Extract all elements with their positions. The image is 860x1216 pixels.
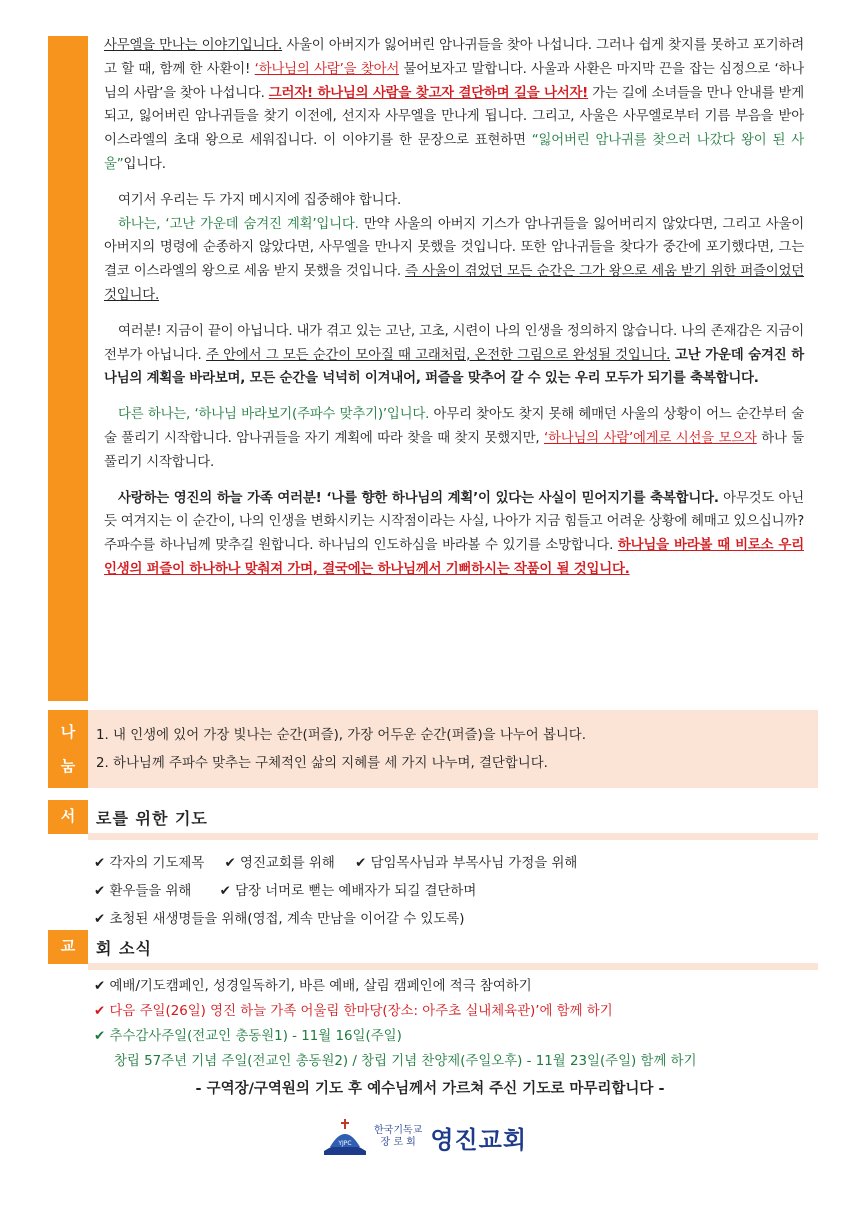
story-highlight: ‘하나님의 사람’을 찾아서 — [254, 61, 400, 77]
footer-sub-line: 장 로 회 — [380, 1137, 416, 1148]
story-text: 입니다. — [123, 156, 166, 172]
story-text: 아무리 찾아도 찾지 못해 헤매던 사울의 상황이 어느 순간부터 술술 풀리기 시작합니다. 암나귀들을 자기 계획에 따라 찾을 때 찾지 못했지만, — [104, 407, 804, 446]
story-blessing: 고난 가운데 숨겨진 하나님의 계획을 바라보며, 모든 순간을 넉넉히 이겨내어, 퍼즐을 맞추어 갈 수 있는 우리 모두가 되기를 축복합니다. — [104, 347, 804, 387]
message-one-title: 하나는, ‘고난 가운데 숨겨진 계획’입니다. — [118, 216, 359, 232]
story-text: 아무것도 아닌 듯 여겨지는 이 순간이, 나의 인생을 변화시키는 시작점이라는 사실, 나아가 지금 힘들고 어려운 상황에 헤매고 있으십니까? 주파수를 하나님께 맞추길 원합니다. 하나님의 인도하심을 바라볼 수 있기를 소망합니다. — [104, 490, 804, 554]
prayer-row — [94, 878, 593, 906]
closing-prayer-note: - 구역장/구역원의 기도 후 예수님께서 가르쳐 주신 기도로 마무리합니다 - — [195, 1081, 665, 1097]
story-highlight: 주 안에서 그 모든 순간이 모아질 때 고래처럼, 온전한 그림으로 완성될 것입니다. — [206, 347, 671, 363]
story-highlight: 즉 사울이 겪었던 모든 순간은 그가 왕으로 세움 받기 위한 퍼즐이었던 것입니다. — [104, 264, 804, 303]
story-highlight: 하나님을 바라볼 때 비로소 우리 인생의 퍼즐이 하나하나 맞춰져 가며, 결국에는 하나님께서 기뻐하시는 작품이 될 것입니다. — [104, 538, 804, 577]
emblem-label: YJPC — [338, 1140, 352, 1147]
prayer-item: ✔ 각자의 기도제목 — [94, 856, 205, 871]
story-text: 여기서 우리는 두 가지 메시지에 집중해야 합니다. — [118, 192, 402, 208]
story-text: 여러분! 지금이 끝이 아닙니다. 내가 겪고 있는 고난, 고초, 시련이 나의 인생을 정의하지 않습니다. 나의 존재감은 지금이 전부가 아닙니다. — [104, 323, 804, 363]
news-item: ✔ 추수감사주일(전교인 총동원1) - 11월 16일(주일) — [94, 1029, 402, 1044]
prayer-list — [94, 850, 593, 934]
sermon-story — [104, 34, 804, 582]
news-item: ✔ 다음 주일(26일) 영진 하늘 가족 어울림 한마당(장소: 아주초 실내체육관)’에 함께 하기 — [94, 1004, 613, 1019]
news-header — [48, 930, 818, 964]
sharing-tab-char-2: 눔 — [60, 757, 76, 775]
prayer-row — [94, 850, 593, 878]
story-text: 만약 사울의 아버지 기스가 암나귀들을 잃어버리지 않았다면, 그리고 사울이 아버지의 명령에 순종하지 않았다면, 사무엘을 만나지 못했을 것입니다. 또한 암나귀들을 찾다가 중간에 포기했다면, 그는 결코 이스라엘의 왕으로 세움 받지 못했을 것입니다. — [104, 216, 804, 280]
footer-sub-line: 한국기독교 — [374, 1125, 423, 1136]
story-text: 가는 길에 소녀들을 만나 안내를 받게 되고, 잃어버린 암나귀들을 찾기 이전에, 선지자 사무엘을 만나게 됩니다. 그리고, 사울은 사무엘로부터 기름 부음을 받아 이스라엘의 초대 왕으로 세워집니다. 이 이야기를 한 문장으로 표현하면 — [104, 85, 804, 149]
story-text: 사무엘을 만나는 이야기입니다. — [104, 38, 283, 53]
church-footer-logo — [322, 1117, 527, 1157]
story-paragraph-3 — [104, 213, 804, 308]
news-title: 회 소식 — [96, 939, 152, 958]
sharing-questions — [96, 722, 586, 778]
news-item: ✔ 예배/기도캠페인, 성경일독하기, 바른 예배, 살림 캠페인에 적극 참여하기 — [94, 979, 532, 994]
story-highlight: “잃어버린 암나귀를 찾으러 나갔다 왕이 된 사울” — [104, 133, 804, 172]
story-paragraph-4 — [104, 320, 804, 391]
story-blessing: 사랑하는 영진의 하늘 가족 여러분! ‘나를 향한 하나님의 계획’이 있다는 사실이 믿어지기를 축복합니다. — [118, 490, 719, 506]
prayer-item: ✔ 초청된 새생명들을 위해(영접, 계속 만남을 이어갈 수 있도록) — [94, 912, 465, 927]
sharing-question: 2. 하나님께 주파수 맞추는 구체적인 삶의 지혜를 세 가지 나누며, 결단합니다. — [96, 756, 548, 771]
prayer-item: ✔ 영진교회를 위해 — [224, 856, 335, 871]
story-highlight: ‘하나님의 사람’에게로 시선을 모으자 — [544, 430, 757, 446]
story-text: 물어보자고 말합니다. 사울과 사환은 마지막 끈을 잡는 심정으로 ‘하나님의 사람’을 찾아 나섭니다. — [104, 61, 804, 101]
story-paragraph-2 — [104, 189, 804, 213]
prayer-item: ✔ 환우들을 위해 — [94, 884, 192, 899]
prayer-header-bar — [88, 833, 818, 840]
news-header-bar — [88, 963, 818, 970]
sharing-tab — [48, 710, 88, 788]
prayer-header — [48, 800, 818, 834]
church-emblem-icon — [322, 1117, 368, 1157]
story-text: 하나 둘 풀리기 시작합니다. — [104, 430, 804, 470]
story-highlight: 그러자! 하나님의 사람을 찾고자 결단하며 길을 나서자! — [268, 85, 589, 101]
church-name: 영진교회 — [430, 1125, 528, 1154]
sharing-tab-char-1: 나 — [60, 723, 76, 741]
message-two-title: 다른 하나는, ‘하나님 바라보기(주파수 맞추기)’입니다. — [118, 407, 430, 423]
story-paragraph-1 — [104, 34, 804, 177]
news-item: 창립 57주년 기념 주일(전교인 총동원2) / 창립 기념 찬양제(주일오후) - 11월 23일(주일) 함께 하기 — [114, 1054, 697, 1069]
prayer-item: ✔ 담장 너머로 뻗는 예배자가 되길 결단하며 — [219, 884, 477, 899]
prayer-item: ✔ 담임목사님과 부목사님 가정을 위해 — [355, 856, 578, 871]
prayer-title: 로를 위한 기도 — [96, 809, 208, 828]
sharing-question: 1. 내 인생에 있어 가장 빛나는 순간(퍼즐), 가장 어두운 순간(퍼즐)을 나누어 봅니다. — [96, 728, 587, 743]
footer-denomination — [374, 1125, 422, 1149]
news-list — [94, 974, 697, 1074]
sharing-section — [48, 710, 818, 788]
story-paragraph-5 — [104, 403, 804, 474]
sidebar-accent-bar — [48, 36, 88, 701]
story-text: 사울이 아버지가 잃어버린 암나귀들을 찾아 나섭니다. 그러나 쉽게 찾지를 못하고 포기하려고 할 때, 함께 한 사환이! — [104, 38, 804, 77]
prayer-tab: 서 — [48, 800, 88, 834]
news-tab: 교 — [48, 930, 88, 964]
story-paragraph-6 — [104, 487, 804, 582]
